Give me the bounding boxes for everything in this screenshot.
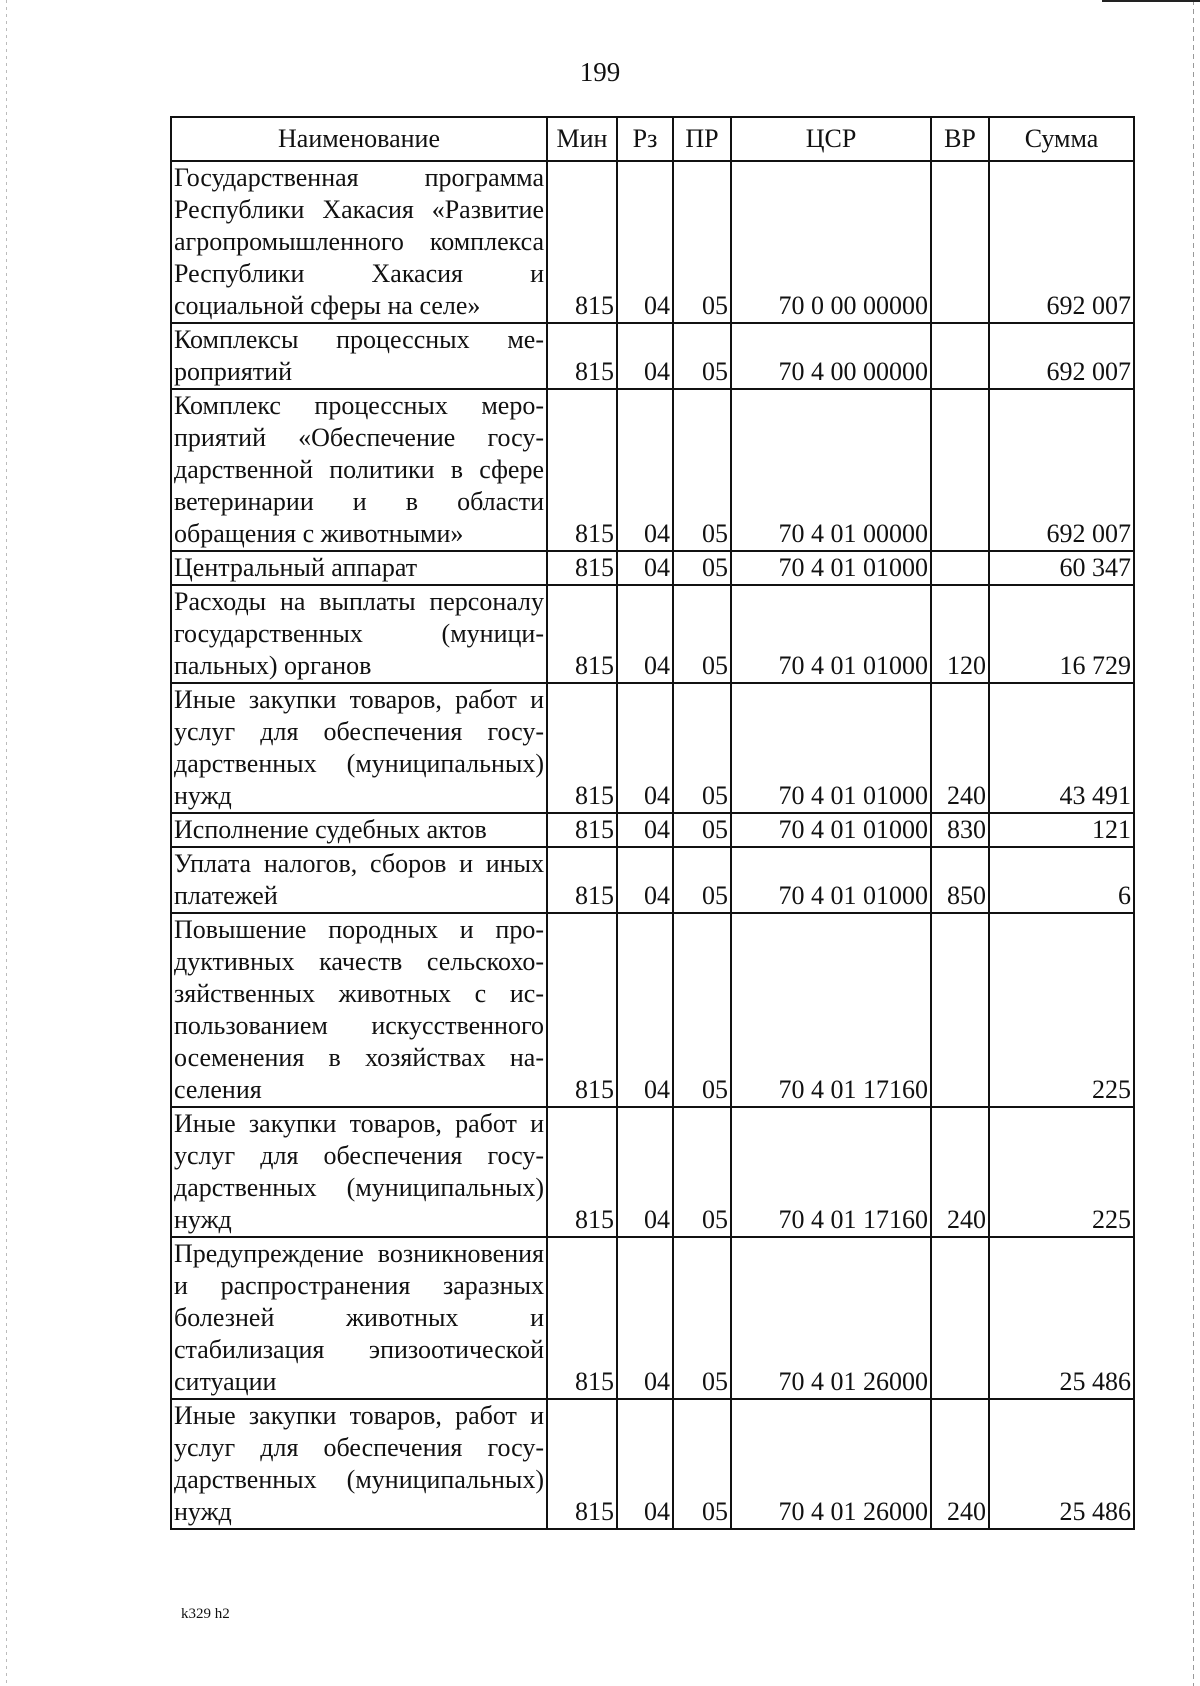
cell-vr: 240 [931, 1399, 989, 1529]
cell-min: 815 [547, 913, 617, 1107]
cell-pr: 05 [673, 1107, 731, 1237]
table-row [171, 323, 1134, 389]
cell-min: 815 [547, 683, 617, 813]
table-row [171, 913, 1134, 1107]
scan-edge-right [1193, 0, 1194, 1686]
cell-csr: 70 4 01 01000 [731, 813, 931, 847]
cell-min: 815 [547, 161, 617, 323]
cell-vr: 830 [931, 813, 989, 847]
cell-vr: 850 [931, 847, 989, 913]
table-body [171, 161, 1134, 1529]
cell-sum: 225 [989, 1107, 1134, 1237]
cell-sum: 692 007 [989, 323, 1134, 389]
cell-sum: 225 [989, 913, 1134, 1107]
cell-pr: 05 [673, 323, 731, 389]
cell-pr: 05 [673, 585, 731, 683]
header-name: Наименование [171, 117, 547, 161]
cell-name: Иные закупки товаров, работ и услуг для обеспечения государственных (муниципальных) нужд [171, 1399, 547, 1529]
cell-name: Комплексы процессных мероприятий [171, 323, 547, 389]
cell-min: 815 [547, 847, 617, 913]
cell-rz: 04 [617, 389, 673, 551]
cell-vr [931, 551, 989, 585]
cell-name: Иные закупки товаров, работ и услуг для обеспечения государственных (муниципальных) нужд [171, 1107, 547, 1237]
cell-vr [931, 913, 989, 1107]
cell-rz: 04 [617, 161, 673, 323]
cell-csr: 70 4 01 01000 [731, 847, 931, 913]
table-row [171, 1237, 1134, 1399]
cell-csr: 70 4 01 26000 [731, 1237, 931, 1399]
cell-sum: 25 486 [989, 1237, 1134, 1399]
cell-csr: 70 4 01 01000 [731, 585, 931, 683]
cell-rz: 04 [617, 683, 673, 813]
table-row [171, 1107, 1134, 1237]
cell-csr: 70 4 01 17160 [731, 913, 931, 1107]
cell-pr: 05 [673, 1237, 731, 1399]
cell-pr: 05 [673, 847, 731, 913]
cell-csr: 70 4 01 01000 [731, 551, 931, 585]
cell-sum: 43 491 [989, 683, 1134, 813]
header-pr: ПР [673, 117, 731, 161]
cell-pr: 05 [673, 1399, 731, 1529]
cell-vr [931, 1237, 989, 1399]
cell-rz: 04 [617, 1237, 673, 1399]
cell-rz: 04 [617, 1399, 673, 1529]
header-min: Мин [547, 117, 617, 161]
cell-name: Расходы на выплаты персоналу государственных (муниципальных) органов [171, 585, 547, 683]
table-row [171, 1399, 1134, 1529]
cell-vr: 240 [931, 683, 989, 813]
table-row [171, 551, 1134, 585]
cell-min: 815 [547, 813, 617, 847]
cell-name: Центральный аппарат [171, 551, 547, 585]
cell-name: Государственная программа Республики Хакасия «Развитие агропромышленного комплекса Республики Хакасия и социальной сферы на селе» [171, 161, 547, 323]
table-row [171, 847, 1134, 913]
cell-min: 815 [547, 1399, 617, 1529]
table-row [171, 389, 1134, 551]
scan-edge-left [6, 0, 7, 1686]
cell-rz: 04 [617, 1107, 673, 1237]
cell-rz: 04 [617, 847, 673, 913]
cell-sum: 16 729 [989, 585, 1134, 683]
header-sum: Сумма [989, 117, 1134, 161]
table-row [171, 585, 1134, 683]
cell-csr: 70 4 01 17160 [731, 1107, 931, 1237]
table-row [171, 683, 1134, 813]
cell-vr: 240 [931, 1107, 989, 1237]
cell-vr [931, 323, 989, 389]
cell-rz: 04 [617, 813, 673, 847]
cell-min: 815 [547, 389, 617, 551]
cell-pr: 05 [673, 813, 731, 847]
cell-csr: 70 4 01 01000 [731, 683, 931, 813]
cell-csr: 70 4 00 00000 [731, 323, 931, 389]
cell-pr: 05 [673, 551, 731, 585]
cell-csr: 70 0 00 00000 [731, 161, 931, 323]
cell-name: Предупреждение возникновения и распространения заразных болезней животных и стабилизация эпизоотической ситуации [171, 1237, 547, 1399]
table-row [171, 161, 1134, 323]
scan-edge-top [1102, 0, 1200, 2]
cell-name: Повышение породных и продуктивных качеств сельскохозяйственных животных с использованием искусственного осеменения в хозяйствах населения [171, 913, 547, 1107]
header-vr: ВР [931, 117, 989, 161]
cell-pr: 05 [673, 683, 731, 813]
cell-name: Уплата налогов, сборов и иных платежей [171, 847, 547, 913]
table-row [171, 813, 1134, 847]
cell-name: Исполнение судебных актов [171, 813, 547, 847]
cell-name: Иные закупки товаров, работ и услуг для обеспечения государственных (муниципальных) нужд [171, 683, 547, 813]
cell-name: Комплекс процессных мероприятий «Обеспечение государственной политики в сфере ветеринарии и в области обращения с животными» [171, 389, 547, 551]
cell-sum: 60 347 [989, 551, 1134, 585]
page-number: 199 [579, 57, 621, 87]
header-rz: Рз [617, 117, 673, 161]
footer-code: k329 h2 [181, 1606, 230, 1622]
cell-rz: 04 [617, 913, 673, 1107]
cell-csr: 70 4 01 00000 [731, 389, 931, 551]
cell-rz: 04 [617, 323, 673, 389]
cell-pr: 05 [673, 913, 731, 1107]
cell-rz: 04 [617, 585, 673, 683]
header-csr: ЦСР [731, 117, 931, 161]
cell-min: 815 [547, 1107, 617, 1237]
cell-rz: 04 [617, 551, 673, 585]
cell-vr: 120 [931, 585, 989, 683]
cell-csr: 70 4 01 26000 [731, 1399, 931, 1529]
cell-min: 815 [547, 585, 617, 683]
cell-min: 815 [547, 1237, 617, 1399]
cell-pr: 05 [673, 389, 731, 551]
table-header-row [171, 117, 1134, 161]
cell-min: 815 [547, 551, 617, 585]
cell-min: 815 [547, 323, 617, 389]
cell-sum: 692 007 [989, 389, 1134, 551]
cell-sum: 25 486 [989, 1399, 1134, 1529]
cell-vr [931, 161, 989, 323]
cell-pr: 05 [673, 161, 731, 323]
cell-sum: 692 007 [989, 161, 1134, 323]
budget-table [170, 116, 1135, 1530]
cell-sum: 121 [989, 813, 1134, 847]
cell-sum: 6 [989, 847, 1134, 913]
cell-vr [931, 389, 989, 551]
